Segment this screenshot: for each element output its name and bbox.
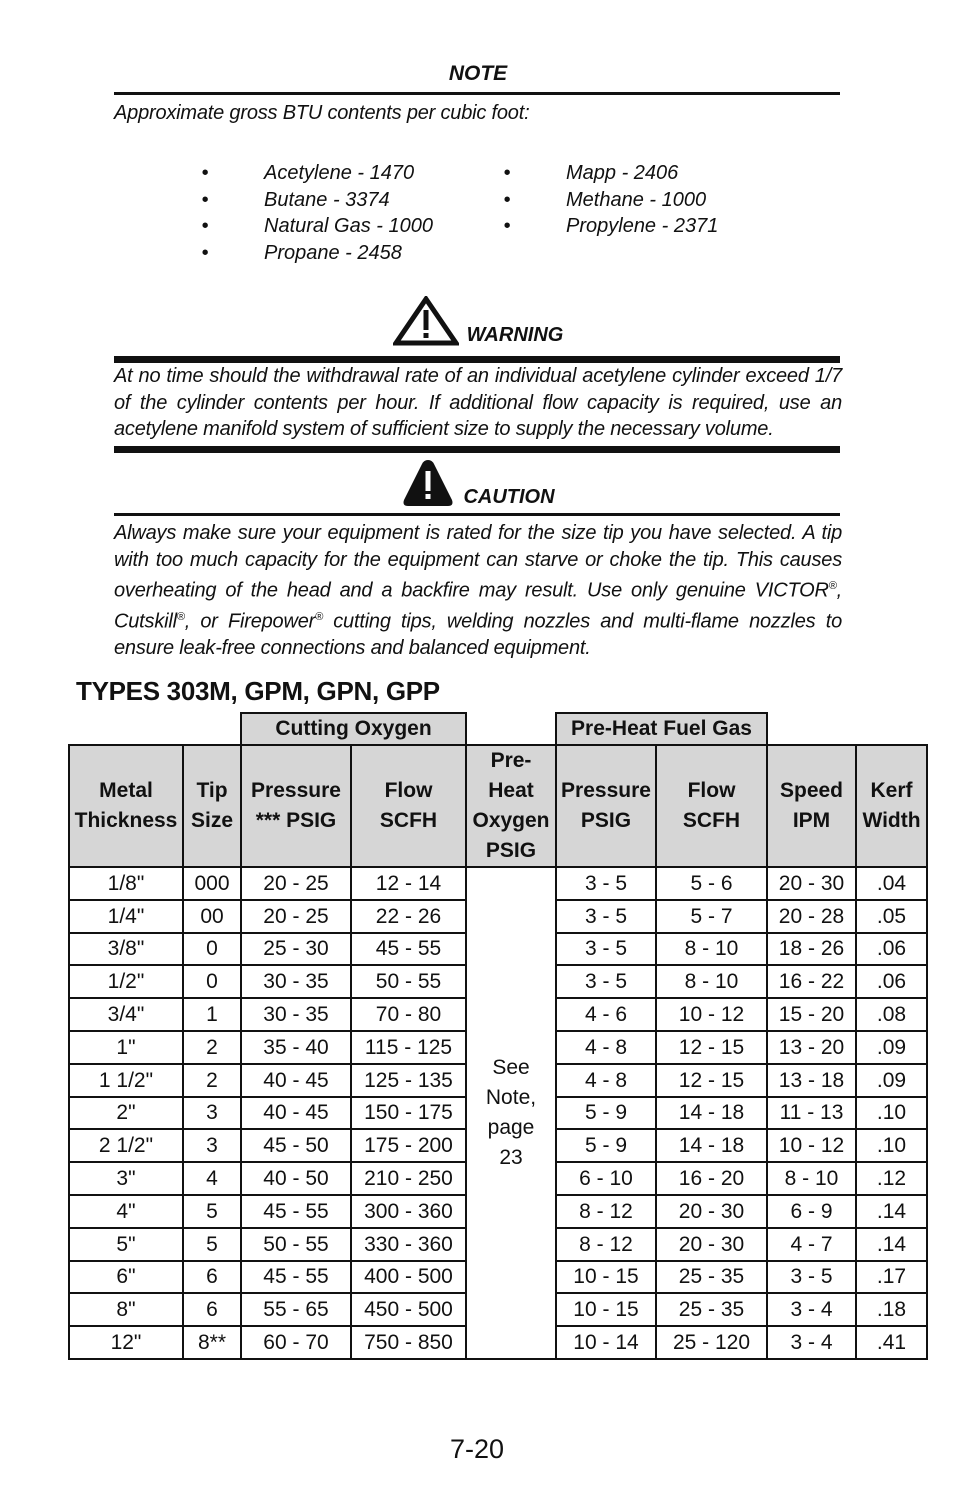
cell-tip-size: 2 <box>183 1064 241 1097</box>
cell-tip-size: 8** <box>183 1326 241 1359</box>
cell-fg-pressure: 3 - 5 <box>556 965 656 998</box>
cell-metal-thickness: 3/4" <box>69 998 183 1031</box>
warning-heading <box>114 296 842 351</box>
cell-metal-thickness: 12" <box>69 1326 183 1359</box>
warning-bottom-rule <box>114 446 840 453</box>
registered-mark: ® <box>315 611 324 624</box>
group-header-preheat-fuel-gas: Pre-Heat Fuel Gas <box>556 713 767 745</box>
table-title: TYPES 303M, GPM, GPN, GPP <box>76 676 440 706</box>
cell-tip-size: 0 <box>183 933 241 966</box>
cell-speed: 13 - 18 <box>767 1064 856 1097</box>
bullet: • <box>201 241 209 264</box>
cell-co-pressure: 45 - 55 <box>241 1261 351 1294</box>
cell-metal-thickness: 1/8" <box>69 867 183 900</box>
cell-fg-flow: 25 - 35 <box>656 1261 767 1294</box>
cell-kerf-width: .14 <box>856 1228 927 1261</box>
cell-co-flow: 115 - 125 <box>351 1031 466 1064</box>
cell-speed: 20 - 28 <box>767 900 856 933</box>
cell-fg-pressure: 4 - 8 <box>556 1031 656 1064</box>
group-header-cutting-oxygen: Cutting Oxygen <box>241 713 466 745</box>
cell-co-flow: 12 - 14 <box>351 867 466 900</box>
cell-co-flow: 45 - 55 <box>351 933 466 966</box>
cell-fg-flow: 12 - 15 <box>656 1031 767 1064</box>
cell-fg-flow: 8 - 10 <box>656 933 767 966</box>
cell-co-flow: 750 - 850 <box>351 1326 466 1359</box>
cell-tip-size: 3 <box>183 1129 241 1162</box>
cell-speed: 15 - 20 <box>767 998 856 1031</box>
cell-metal-thickness: 1/2" <box>69 965 183 998</box>
cell-fg-flow: 14 - 18 <box>656 1129 767 1162</box>
cell-co-flow: 125 - 135 <box>351 1064 466 1097</box>
cell-co-pressure: 40 - 45 <box>241 1097 351 1130</box>
cell-tip-size: 3 <box>183 1097 241 1130</box>
cell-co-pressure: 40 - 50 <box>241 1162 351 1195</box>
caution-heading <box>114 458 842 513</box>
header-fuel-gas-flow: Flow SCFH <box>656 745 767 867</box>
cell-co-pressure: 45 - 55 <box>241 1195 351 1228</box>
cell-co-pressure: 60 - 70 <box>241 1326 351 1359</box>
page-number: 7-20 <box>449 1434 505 1464</box>
cell-kerf-width: .09 <box>856 1064 927 1097</box>
cell-speed: 20 - 30 <box>767 867 856 900</box>
caution-triangle-icon <box>401 458 455 508</box>
cell-co-flow: 50 - 55 <box>351 965 466 998</box>
cell-fg-pressure: 10 - 15 <box>556 1293 656 1326</box>
cell-metal-thickness: 3" <box>69 1162 183 1195</box>
cell-tip-size: 5 <box>183 1228 241 1261</box>
cell-speed: 3 - 5 <box>767 1261 856 1294</box>
registered-mark: ® <box>828 580 837 592</box>
cell-fg-pressure: 10 - 15 <box>556 1261 656 1294</box>
cell-co-flow: 70 - 80 <box>351 998 466 1031</box>
cell-tip-size: 00 <box>183 900 241 933</box>
cell-fg-flow: 16 - 20 <box>656 1162 767 1195</box>
cell-co-flow: 300 - 360 <box>351 1195 466 1228</box>
cell-co-flow: 22 - 26 <box>351 900 466 933</box>
cell-tip-size: 4 <box>183 1162 241 1195</box>
header-fuel-gas-pressure: Pressure PSIG <box>556 745 656 867</box>
cell-metal-thickness: 6" <box>69 1261 183 1294</box>
cell-co-pressure: 25 - 30 <box>241 933 351 966</box>
cell-fg-flow: 8 - 10 <box>656 965 767 998</box>
caution-text: Always make sure your equipment is rated for the size tip you have selected. A tip with too much capacity for the equipment can starve or choke the tip. This causes overheating of the head and a backfire may result. Use only genuine VICTOR®, Cutskill®, or Firepower® cutting tips, welding nozzles and multi-flame nozzles to ensure leak-free connections and balanced equipment. <box>114 522 843 660</box>
caution-rule <box>114 513 840 516</box>
cell-kerf-width: .41 <box>856 1326 927 1359</box>
cell-speed: 6 - 9 <box>767 1195 856 1228</box>
caution-label: CAUTION <box>463 486 555 508</box>
preheat-oxygen-note-cell: See Note, page 23 <box>466 867 556 1359</box>
cell-metal-thickness: 1" <box>69 1031 183 1064</box>
cell-fg-flow: 10 - 12 <box>656 998 767 1031</box>
warning-text: At no time should the withdrawal rate of an individual acetylene cylinder exceed 1/7 of the cylinder contents per hour. If additional flow capacity is required, use an acetylene manifold system of sufficient size to supply the necessary volume. <box>114 365 842 440</box>
table-body <box>69 867 927 1359</box>
header-preheat-oxygen: Pre- Heat Oxygen PSIG <box>466 745 556 867</box>
bullet: • <box>201 215 209 238</box>
cell-kerf-width: .10 <box>856 1129 927 1162</box>
cell-kerf-width: .17 <box>856 1261 927 1294</box>
header-cutting-oxygen-flow: Flow SCFH <box>351 745 466 867</box>
header-tip-size: Tip Size <box>183 745 241 867</box>
cell-co-pressure: 35 - 40 <box>241 1031 351 1064</box>
cell-co-pressure: 30 - 35 <box>241 998 351 1031</box>
cell-co-flow: 150 - 175 <box>351 1097 466 1130</box>
cell-fg-pressure: 4 - 6 <box>556 998 656 1031</box>
cell-kerf-width: .06 <box>856 965 927 998</box>
bullet: • <box>201 162 209 184</box>
bullet: • <box>503 215 511 238</box>
cell-fg-pressure: 3 - 5 <box>556 867 656 900</box>
cell-co-pressure: 45 - 50 <box>241 1129 351 1162</box>
cell-fg-pressure: 3 - 5 <box>556 933 656 966</box>
cell-co-flow: 400 - 500 <box>351 1261 466 1294</box>
cell-co-pressure: 20 - 25 <box>241 867 351 900</box>
table-row <box>69 867 927 900</box>
cell-tip-size: 000 <box>183 867 241 900</box>
cell-co-pressure: 30 - 35 <box>241 965 351 998</box>
cell-fg-flow: 20 - 30 <box>656 1195 767 1228</box>
cell-tip-size: 6 <box>183 1261 241 1294</box>
cell-fg-pressure: 8 - 12 <box>556 1228 656 1261</box>
cell-tip-size: 5 <box>183 1195 241 1228</box>
cell-speed: 3 - 4 <box>767 1326 856 1359</box>
cell-kerf-width: .05 <box>856 900 927 933</box>
cell-kerf-width: .08 <box>856 998 927 1031</box>
cell-co-pressure: 40 - 45 <box>241 1064 351 1097</box>
warning-triangle-icon <box>393 296 459 346</box>
warning-label: WARNING <box>466 324 564 346</box>
cell-kerf-width: .18 <box>856 1293 927 1326</box>
cell-fg-pressure: 4 - 8 <box>556 1064 656 1097</box>
cell-fg-pressure: 6 - 10 <box>556 1162 656 1195</box>
cell-kerf-width: .09 <box>856 1031 927 1064</box>
cell-kerf-width: .10 <box>856 1097 927 1130</box>
cell-tip-size: 1 <box>183 998 241 1031</box>
cell-fg-pressure: 3 - 5 <box>556 900 656 933</box>
cell-kerf-width: .12 <box>856 1162 927 1195</box>
cell-metal-thickness: 2 1/2" <box>69 1129 183 1162</box>
cell-tip-size: 0 <box>183 965 241 998</box>
cutting-tip-table <box>68 712 928 1360</box>
cell-metal-thickness: 4" <box>69 1195 183 1228</box>
cell-kerf-width: .06 <box>856 933 927 966</box>
cell-speed: 11 - 13 <box>767 1097 856 1130</box>
cell-speed: 16 - 22 <box>767 965 856 998</box>
cell-fg-flow: 20 - 30 <box>656 1228 767 1261</box>
cell-fg-flow: 25 - 120 <box>656 1326 767 1359</box>
cell-tip-size: 6 <box>183 1293 241 1326</box>
header-metal-thickness: Metal Thickness <box>69 745 183 867</box>
cell-speed: 13 - 20 <box>767 1031 856 1064</box>
cell-co-flow: 175 - 200 <box>351 1129 466 1162</box>
cell-metal-thickness: 8" <box>69 1293 183 1326</box>
header-kerf-width: Kerf Width <box>856 745 927 867</box>
cell-fg-flow: 12 - 15 <box>656 1064 767 1097</box>
cell-speed: 18 - 26 <box>767 933 856 966</box>
note-intro: Approximate gross BTU contents per cubic foot: <box>114 102 530 124</box>
cell-metal-thickness: 2" <box>69 1097 183 1130</box>
cell-fg-flow: 14 - 18 <box>656 1097 767 1130</box>
cell-fg-pressure: 8 - 12 <box>556 1195 656 1228</box>
cell-speed: 8 - 10 <box>767 1162 856 1195</box>
cell-fg-pressure: 10 - 14 <box>556 1326 656 1359</box>
header-speed: Speed IPM <box>767 745 856 867</box>
cell-co-pressure: 50 - 55 <box>241 1228 351 1261</box>
cell-tip-size: 2 <box>183 1031 241 1064</box>
cell-fg-pressure: 5 - 9 <box>556 1129 656 1162</box>
cell-metal-thickness: 1 1/2" <box>69 1064 183 1097</box>
cell-speed: 10 - 12 <box>767 1129 856 1162</box>
cell-speed: 3 - 4 <box>767 1293 856 1326</box>
cell-metal-thickness: 3/8" <box>69 933 183 966</box>
cell-co-flow: 450 - 500 <box>351 1293 466 1326</box>
cell-co-flow: 210 - 250 <box>351 1162 466 1195</box>
bullet: • <box>503 162 511 184</box>
note-divider <box>114 92 840 95</box>
cell-fg-flow: 5 - 6 <box>656 867 767 900</box>
cell-co-pressure: 55 - 65 <box>241 1293 351 1326</box>
bullet: • <box>201 188 209 211</box>
cell-speed: 4 - 7 <box>767 1228 856 1261</box>
cell-metal-thickness: 5" <box>69 1228 183 1261</box>
cell-metal-thickness: 1/4" <box>69 900 183 933</box>
header-cutting-oxygen-pressure: Pressure *** PSIG <box>241 745 351 867</box>
cell-co-pressure: 20 - 25 <box>241 900 351 933</box>
cell-kerf-width: .14 <box>856 1195 927 1228</box>
cell-co-flow: 330 - 360 <box>351 1228 466 1261</box>
note-title: NOTE <box>448 62 508 85</box>
registered-mark: ® <box>176 611 185 624</box>
cell-fg-flow: 25 - 35 <box>656 1293 767 1326</box>
cell-fg-pressure: 5 - 9 <box>556 1097 656 1130</box>
bullet: • <box>503 188 511 211</box>
warning-top-rule <box>114 356 840 363</box>
cell-kerf-width: .04 <box>856 867 927 900</box>
cell-fg-flow: 5 - 7 <box>656 900 767 933</box>
